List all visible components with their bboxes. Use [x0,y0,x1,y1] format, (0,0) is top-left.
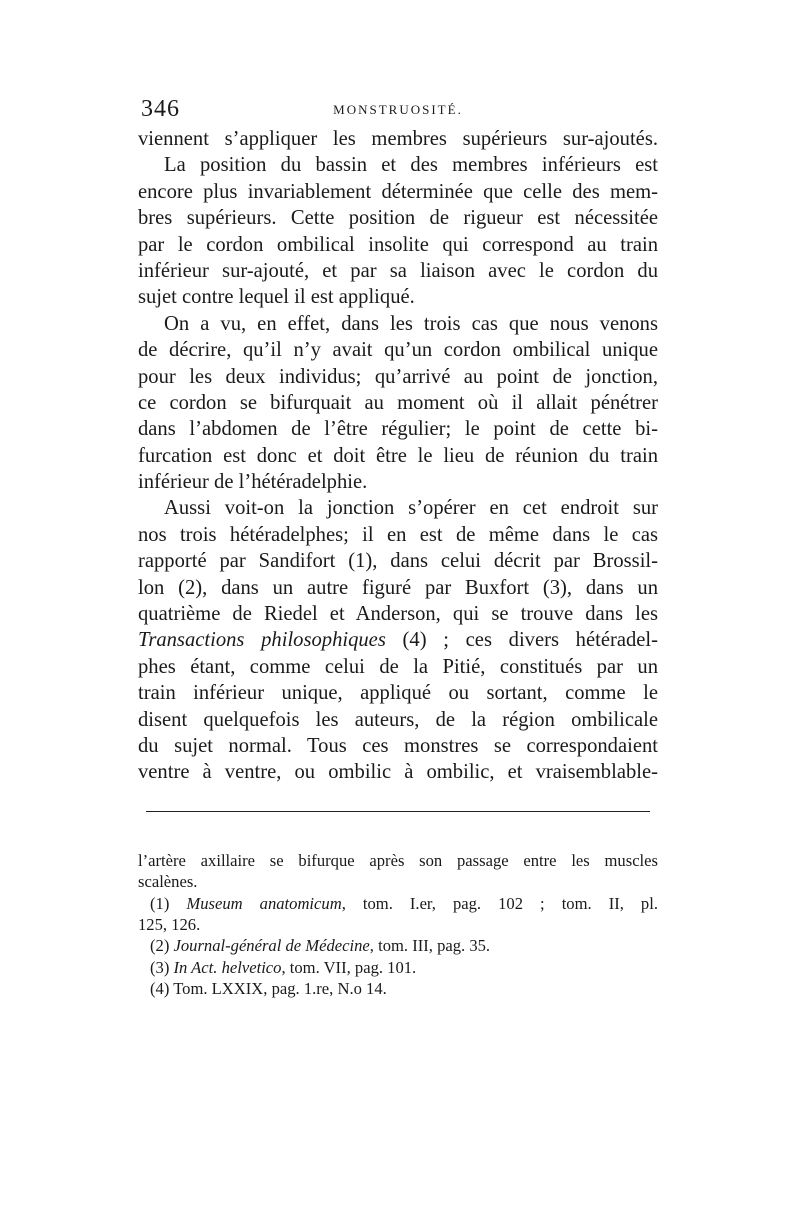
journal-title: Transactions philosophiques [138,629,386,652]
citation-detail: , tom. VII, pag. 101. [281,957,417,977]
text-line: furcation est donc et doit être le lieu de réunion du train [138,444,658,467]
text-line: rapporté par Sandifort (1), dans celui décrit par Brossil- [138,550,658,573]
footnote-marker: (1) [150,893,187,913]
text-line [138,627,658,653]
page-header [138,96,658,126]
text-line: pour les deux individus; qu’arrivé au point de jonction, [138,365,658,388]
footnote-divider [146,811,650,812]
text-line: inférieur de l’hétéradelphie. [138,471,368,494]
footnote-4: (4) Tom. LXXIX, pag. 1.re, N.o 14. [150,979,387,999]
text-line: par le cordon ombilical insolite qui correspond au train [138,233,658,256]
text-line: Aussi voit-on la jonction s’opérer en cet endroit sur [164,497,658,520]
page-content [138,96,658,1000]
text-line: lon (2), dans un autre figuré par Buxfort (3), dans un [138,576,658,599]
text-line: dans l’abdomen de l’être régulier; le point de cette bi- [138,418,658,441]
text-line: sujet contre lequel il est appliqué. [138,286,415,309]
citation-detail: , tom. I.er, pag. 102 ; tom. II, pl. [341,893,658,913]
text-line: bres supérieurs. Cette position de rigueur est nécessitée [138,207,658,230]
running-title: MONSTRUOSITÉ. [333,102,463,117]
footnote-marker: (3) [150,957,174,977]
text-line: viennent s’appliquer les membres supérieurs sur-ajoutés. [138,128,658,150]
text-line: du sujet normal. Tous ces monstres se correspondaient [138,734,658,757]
text-line: encore plus invariablement déterminée que celle des mem- [138,180,658,203]
citation-detail: , tom. III, pag. 35. [369,936,491,956]
text-fragment: (4) ; ces divers hétéradel- [385,629,658,652]
text-line: ce cordon se bifurquait au moment où il allait pénétrer [138,391,658,414]
footnote-marker: (2) [150,936,174,956]
footnote-1 [138,893,658,914]
text-line: quatrième de Riedel et Anderson, qui se trouve dans les [138,603,658,626]
text-line: nos trois hétéradelphes; il en est de même dans le cas [138,523,658,546]
cited-title: Museum anatomicum [186,893,342,913]
text-line: disent quelquefois les auteurs, de la région ombilicale [138,708,658,731]
footnotes [138,850,658,1000]
text-line: inférieur sur-ajouté, et par sa liaison avec le cordon du [138,259,658,282]
footnote-continued: scalènes. [138,872,198,892]
footnote-3 [138,957,658,978]
cited-title: In Act. helvetico [173,957,282,977]
footnote-continued: l’artère axillaire se bifurque après son passage entre les muscles [138,850,658,870]
text-line: La position du bassin et des membres inférieurs est [164,154,658,177]
text-line: phes étant, comme celui de la Pitié, constitués par un [138,655,658,678]
body-text [138,126,658,786]
page-number: 346 [141,96,180,122]
text-line: de décrire, qu’il n’y avait qu’un cordon ombilical unique [138,339,658,362]
text-line: train inférieur unique, appliqué ou sortant, comme le [138,682,658,705]
text-line: ventre à ventre, ou ombilic à ombilic, et vraisemblable- [138,761,658,784]
text-line: On a vu, en effet, dans les trois cas que nous venons [164,312,658,335]
footnote-2 [138,935,658,956]
footnote-1-continued: 125, 126. [138,914,201,934]
cited-title: Journal-général de Médecine [173,936,370,956]
